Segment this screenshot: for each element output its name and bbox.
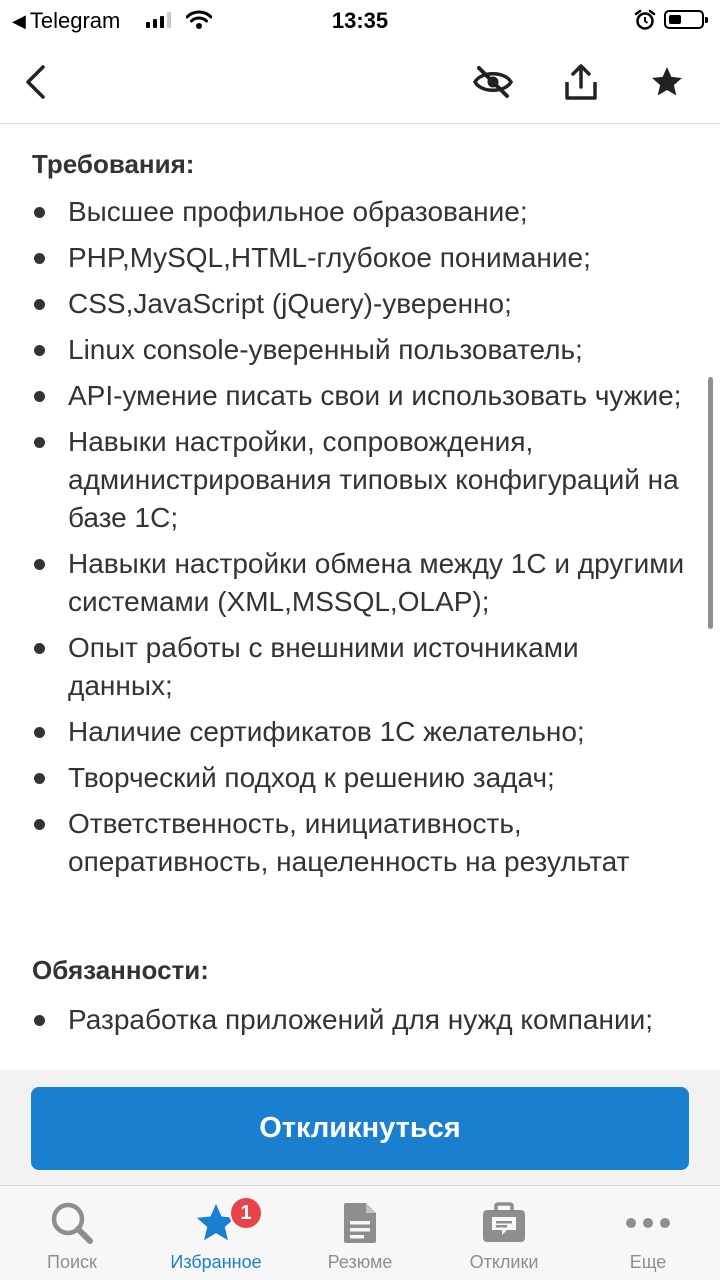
list-item: API-умение писать свои и использовать чужие; [0, 377, 720, 415]
list-item: Linux console-уверенный пользователь; [0, 331, 720, 369]
tab-label: Отклики [469, 1252, 539, 1272]
status-bar [0, 0, 720, 40]
vacancy-content[interactable] [0, 125, 720, 1070]
search-icon [49, 1200, 95, 1246]
action-area [0, 1070, 720, 1185]
briefcase-message-icon [481, 1202, 527, 1244]
document-icon [342, 1201, 378, 1245]
list-item: Опыт работы с внешними источниками данных; [0, 629, 720, 705]
list-item: PHP,MySQL,HTML-глубокое понимание; [0, 239, 720, 277]
duties-title: Обязанности: [32, 955, 209, 985]
back-button[interactable] [14, 60, 58, 104]
list-item: Высшее профильное образование; [0, 193, 720, 231]
notification-badge: 1 [229, 1196, 263, 1230]
tab-label: Еще [629, 1252, 667, 1272]
back-app-label: Telegram [29, 8, 121, 33]
requirements-title: Требования: [32, 149, 195, 179]
list-item: Разработка приложений для нужд компании; [0, 1001, 720, 1039]
share-button[interactable] [559, 60, 603, 104]
tab-bar [0, 1185, 720, 1280]
back-triangle-icon: ◀ [12, 10, 26, 31]
eye-off-icon [472, 65, 514, 99]
chevron-left-icon [23, 64, 49, 100]
duties-list [0, 1001, 720, 1047]
requirements-list [0, 193, 720, 889]
tab-responses[interactable] [432, 1186, 576, 1280]
list-item: Ответственность, инициативность, оперативность, нацеленность на результат [0, 805, 720, 881]
more-icon [625, 1217, 671, 1229]
respond-button[interactable]: Откликнуться [31, 1087, 689, 1170]
alarm-clock-icon [634, 9, 656, 31]
star-icon [649, 64, 685, 100]
list-item: CSS,JavaScript (jQuery)-уверенно; [0, 285, 720, 323]
tab-label: Резюме [327, 1252, 393, 1272]
tab-label: Поиск [47, 1252, 97, 1272]
tab-resume[interactable] [288, 1186, 432, 1280]
list-item: Навыки настройки обмена между 1С и другими системами (XML,MSSQL,OLAP); [0, 545, 720, 621]
navigation-bar [0, 40, 720, 124]
list-item: Навыки настройки, сопровождения, администрирования типовых конфигураций на базе 1С; [0, 423, 720, 537]
scroll-indicator[interactable] [708, 377, 713, 629]
hide-vacancy-button[interactable] [471, 60, 515, 104]
share-icon [564, 63, 598, 101]
favorite-button[interactable] [645, 60, 689, 104]
list-item: Творческий подход к решению задач; [0, 759, 720, 797]
battery-icon [664, 10, 704, 29]
tab-label: Избранное [170, 1252, 262, 1272]
tab-more[interactable] [576, 1186, 720, 1280]
tab-favorites[interactable] [144, 1186, 288, 1280]
status-time: 13:35 [331, 8, 389, 33]
tab-search[interactable] [0, 1186, 144, 1280]
list-item: Наличие сертификатов 1С желательно; [0, 713, 720, 751]
